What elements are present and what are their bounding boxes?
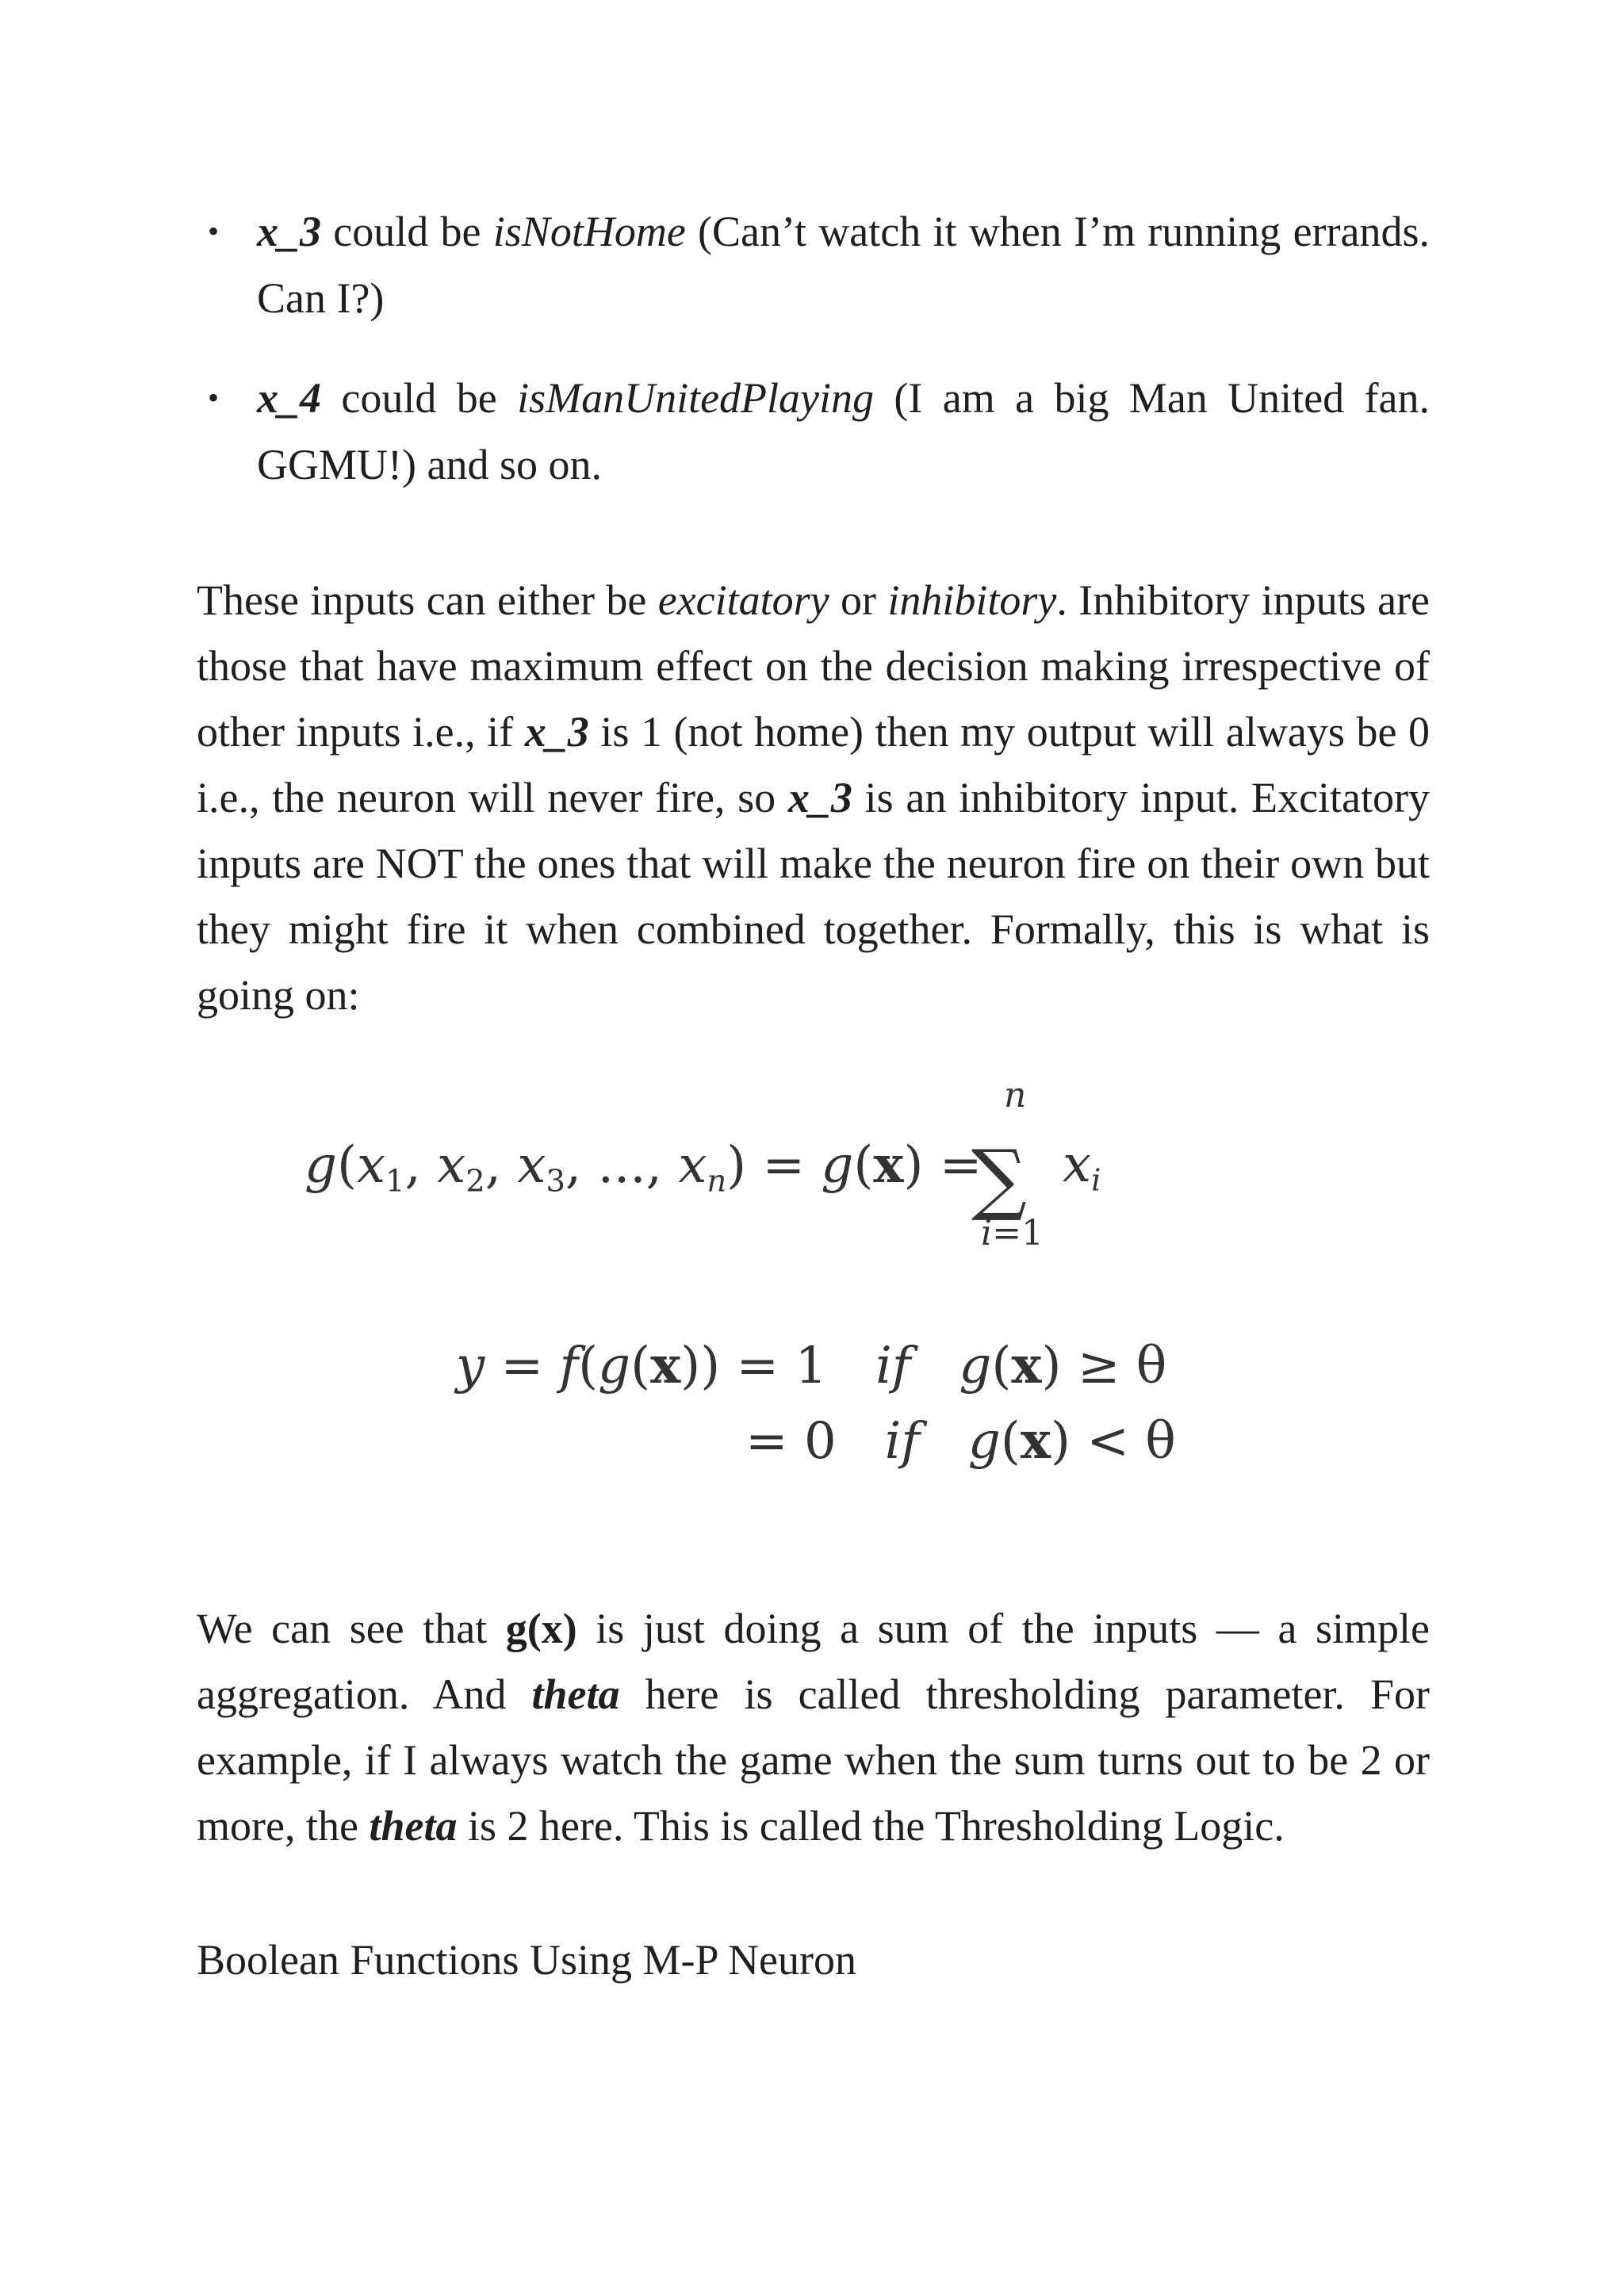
- bullet-icon: •: [208, 213, 220, 249]
- sum-upper-limit: n: [1004, 1075, 1027, 1115]
- equation-aggregation: $g(x_1$, $x_2$, $x_3$, ..., $x_n) = g(x)$ =: [304, 1135, 982, 1200]
- paragraph-threshold: We can see that g(x) is just doing a sum of the inputs — a simple aggregation. And theta here is called thresholding parameter. For example, if I always watch the game when the sum turns out to be 2 or more, the theta is 2 here. This is called the Thresholding Logic.: [197, 1605, 1430, 1850]
- list-item: • x_4 could be isManUnitedPlaying (I am a big Man United fan. GGMU!) and so on.: [197, 365, 1430, 498]
- section-heading: Boolean Functions Using M-P Neuron: [197, 1936, 856, 1984]
- bullet-list: [197, 198, 1430, 531]
- equation-threshold-line1: y = f(g(x)) = 1 if g(x) ≥ θ: [456, 1336, 1167, 1395]
- paragraph-inputs: These inputs can either be excitatory or inhibitory. Inhibitory inputs are those that have maximum effect on the decision making irrespective of other inputs i.e., if x_3 is 1 (not home) then my output will always be 0 i.e., the neuron will never fire, so x_3 is an inhibitory input. Excitatory inputs are NOT the ones that will make the neuron fire on their own but they might fire it when combined together. Formally, this is what is going on:: [197, 576, 1431, 1019]
- sum-term: $x_i$: [1063, 1135, 1101, 1199]
- equation-threshold-line2: = 0 if g(x) < θ: [745, 1411, 1176, 1471]
- bullet-icon: •: [208, 380, 220, 415]
- sum-lower-limit: i=1: [981, 1213, 1044, 1253]
- summation-symbol: ∑: [971, 1134, 1027, 1224]
- list-item: • x_3 could be isNotHome (Can’t watch it when I’m running errands. Can I?): [197, 198, 1430, 331]
